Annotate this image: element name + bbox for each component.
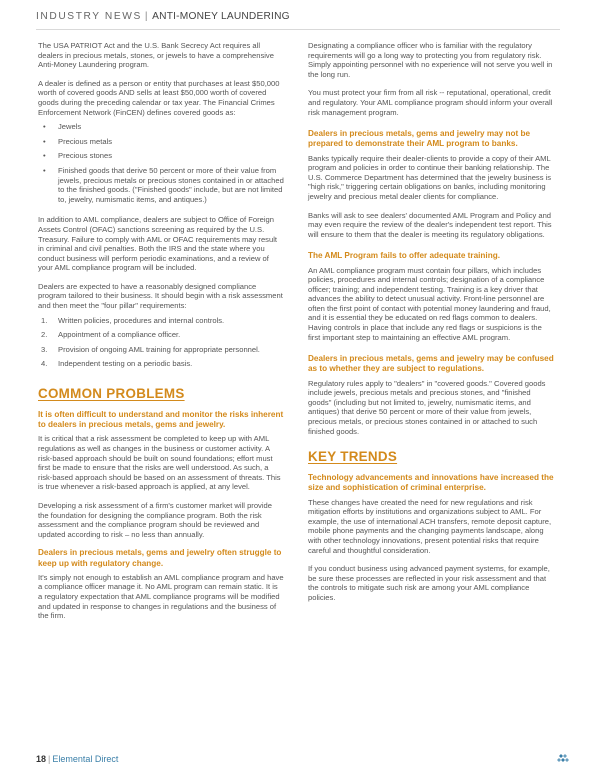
bullet-icon: • xyxy=(43,122,46,132)
protect-firm-paragraph: You must protect your firm from all risk -- reputational, operational, credit and regulatory. Your AML compliance program should inform your overall risk management program. xyxy=(308,88,553,117)
training-paragraph: An AML compliance program must contain four pillars, which includes policies, procedures and internal controls; designation of a compliance officer; training; and independent testing. Training is a key driver that advances the ability to detect unusual activity. Front-line personnel are often the first point of contact with potential money laundering and fraud, and it is essential they be educated on red flags common to dealers. Having controls in place that include any red flags or suspicions is the first important step to maintaining an effective AML program. xyxy=(308,265,551,342)
header-divider xyxy=(36,29,560,30)
publication-name: Elemental Direct xyxy=(52,754,119,764)
page-number: 18 xyxy=(36,754,47,764)
bullet-icon: • xyxy=(43,165,46,175)
banks-subheading: Dealers in precious metals, gems and jewelry may not be prepared to demonstrate their AML program to banks. xyxy=(308,129,531,149)
common-problems-heading: COMMON PROBLEMS xyxy=(38,386,185,402)
banks-review-paragraph: Banks will ask to see dealers' documented AML Program and Policy and may even require the review of the dealer's independent test report. This will ensure to them that the dealer is meeting its regulatory obligations. xyxy=(308,210,552,239)
diamond-cluster-icon xyxy=(557,754,569,764)
list-item: 1. Written policies, procedures and internal controls. xyxy=(41,315,225,325)
list-item: • Jewels xyxy=(43,122,82,132)
regulatory-change-subheading: Dealers in precious metals, gems and jewelry often struggle to keep up with regulatory change. xyxy=(38,548,282,568)
header-section: INDUSTRY NEWS xyxy=(36,11,142,22)
list-item: 4. Independent testing on a periodic basis. xyxy=(41,359,193,369)
payment-systems-paragraph: If you conduct business using advanced payment systems, for example, be sure these processes are reflected in your risk assessment and that the controls to mitigate such risk are among your AML compliance policies. xyxy=(308,564,550,602)
regulations-confusion-subheading: Dealers in precious metals, gems and jewelry may be confused as to whether they are subject to regulations. xyxy=(308,354,554,374)
ofac-paragraph: In addition to AML compliance, dealers are subject to Office of Foreign Assets Control (OFAC) sanctions screening as required by the U.S. Treasury. Failure to comply with AML or OFAC requirements may result in criminal and civil penalties. Both the IRS and the state where you conduct business will perform periodic examinations, and a review of your AML compliance program will be included. xyxy=(38,215,277,273)
compliance-officer-paragraph: Designating a compliance officer who is familiar with the regulatory requirements will go a long way to protecting you from regulatory risk. Simply appointing personnel with no experience will not serve you well in the long run. xyxy=(308,41,553,79)
bullet-icon: • xyxy=(43,136,46,146)
page-header xyxy=(36,11,560,22)
risk-monitoring-subheading: It is often difficult to understand and monitor the risks inherent to dealers in precious metals, gems and jewelry. xyxy=(38,410,284,430)
header-subtitle: ANTI-MONEY LAUNDERING xyxy=(152,11,290,22)
technology-subheading: Technology advancements and innovations have increased the size and sophistication of criminal enterprise. xyxy=(308,473,554,493)
customer-market-paragraph: Developing a risk assessment of a firm's customer market will provide the foundation for designing the compliance program. Both the risk assessment and the compliance program should be reviewed and updated according to risk – no less than annually. xyxy=(38,501,272,539)
technology-paragraph: These changes have created the need for new regulations and risk mitigation efforts by institutions and organizations subject to AML. For example, the use of international ACH transfers, remote deposit capture, mobile phone payments and the changing payments landscape, along with other technology innovations, present potential risks that require careful and thoughtful consideration. xyxy=(308,497,552,555)
training-subheading: The AML Program fails to offer adequate training. xyxy=(308,251,500,261)
covered-goods-paragraph: Regulatory rules apply to "dealers" in "covered goods." Covered goods include jewels, precious metals and precious stones, and "finished goods" (including but not limited to, jewelry, numismatic items, and antiques) that derive 50 percent or more of their value from jewels, precious metals, or precious stones contained in or attached to such finished goods. xyxy=(308,378,546,436)
risk-assessment-paragraph: It is critical that a risk assessment be completed to keep up with AML regulations as well as changes in the business or customer activity. A risk-based approach should be built on sound foundations; effort must first be made to ensure that the risks are well understood. As such, a risk-based approach should be based on an assessment of threats. This is true whenever a risk-based approach is applied, at any level. xyxy=(38,434,281,492)
banks-paragraph: Banks typically require their dealer-clients to provide a copy of their AML program and policies in order to continue their banking relationship. The U.S. Commerce Department has determined that the jewelry business is "high risk," triggering certain obligations on banks, including monitoring jewelry and precious metal dealer clients for compliance. xyxy=(308,153,552,201)
key-trends-heading: KEY TRENDS xyxy=(308,449,398,465)
list-item: • Finished goods that derive 50 percent or more of their value from jewels, precious metals or precious stones contained in or attached to the finished goods. ("Finished goods" include, but are not limited to, jewelry, numismatic items, and antiques.) xyxy=(43,165,284,204)
list-item: 3. Provision of ongoing AML training for appropriate personnel. xyxy=(41,344,260,354)
left-column xyxy=(38,41,284,621)
header-separator: | xyxy=(144,11,150,22)
pillar-list xyxy=(38,316,284,369)
right-column xyxy=(308,41,554,603)
list-item: • Precious stones xyxy=(43,151,113,161)
bullet-icon: • xyxy=(43,151,46,161)
covered-goods-list xyxy=(38,122,284,204)
intro-paragraph: The USA PATRIOT Act and the U.S. Bank Secrecy Act requires all dealers in precious metals, stones, or jewels to have a comprehensive Anti-Money Laundering program. xyxy=(38,41,274,70)
program-static-paragraph: It's simply not enough to establish an AML compliance program and have a compliance officer manage it. No AML program can remain static. It is a regulatory expectation that AML compliance programs will be modified and updated in response to changes in regulations and the business of the firm. xyxy=(38,572,284,621)
list-item: 2. Appointment of a compliance officer. xyxy=(41,330,181,340)
list-item: • Precious metals xyxy=(43,136,113,146)
page-footer xyxy=(36,754,118,764)
footer-separator: | xyxy=(48,754,51,764)
dealer-definition-paragraph: A dealer is defined as a person or entity that purchases at least $50,000 worth of covered goods AND sells at least $50,000 worth of covered goods during the preceding calendar or tax year. The Financial Crimes Enforcement Network (FinCEN) defines covered goods as: xyxy=(38,78,280,117)
four-pillar-paragraph: Dealers are expected to have a reasonably designed compliance program tailored to their business. It should begin with a risk assessment and then meet the "four pillar" requirements: xyxy=(38,281,283,311)
